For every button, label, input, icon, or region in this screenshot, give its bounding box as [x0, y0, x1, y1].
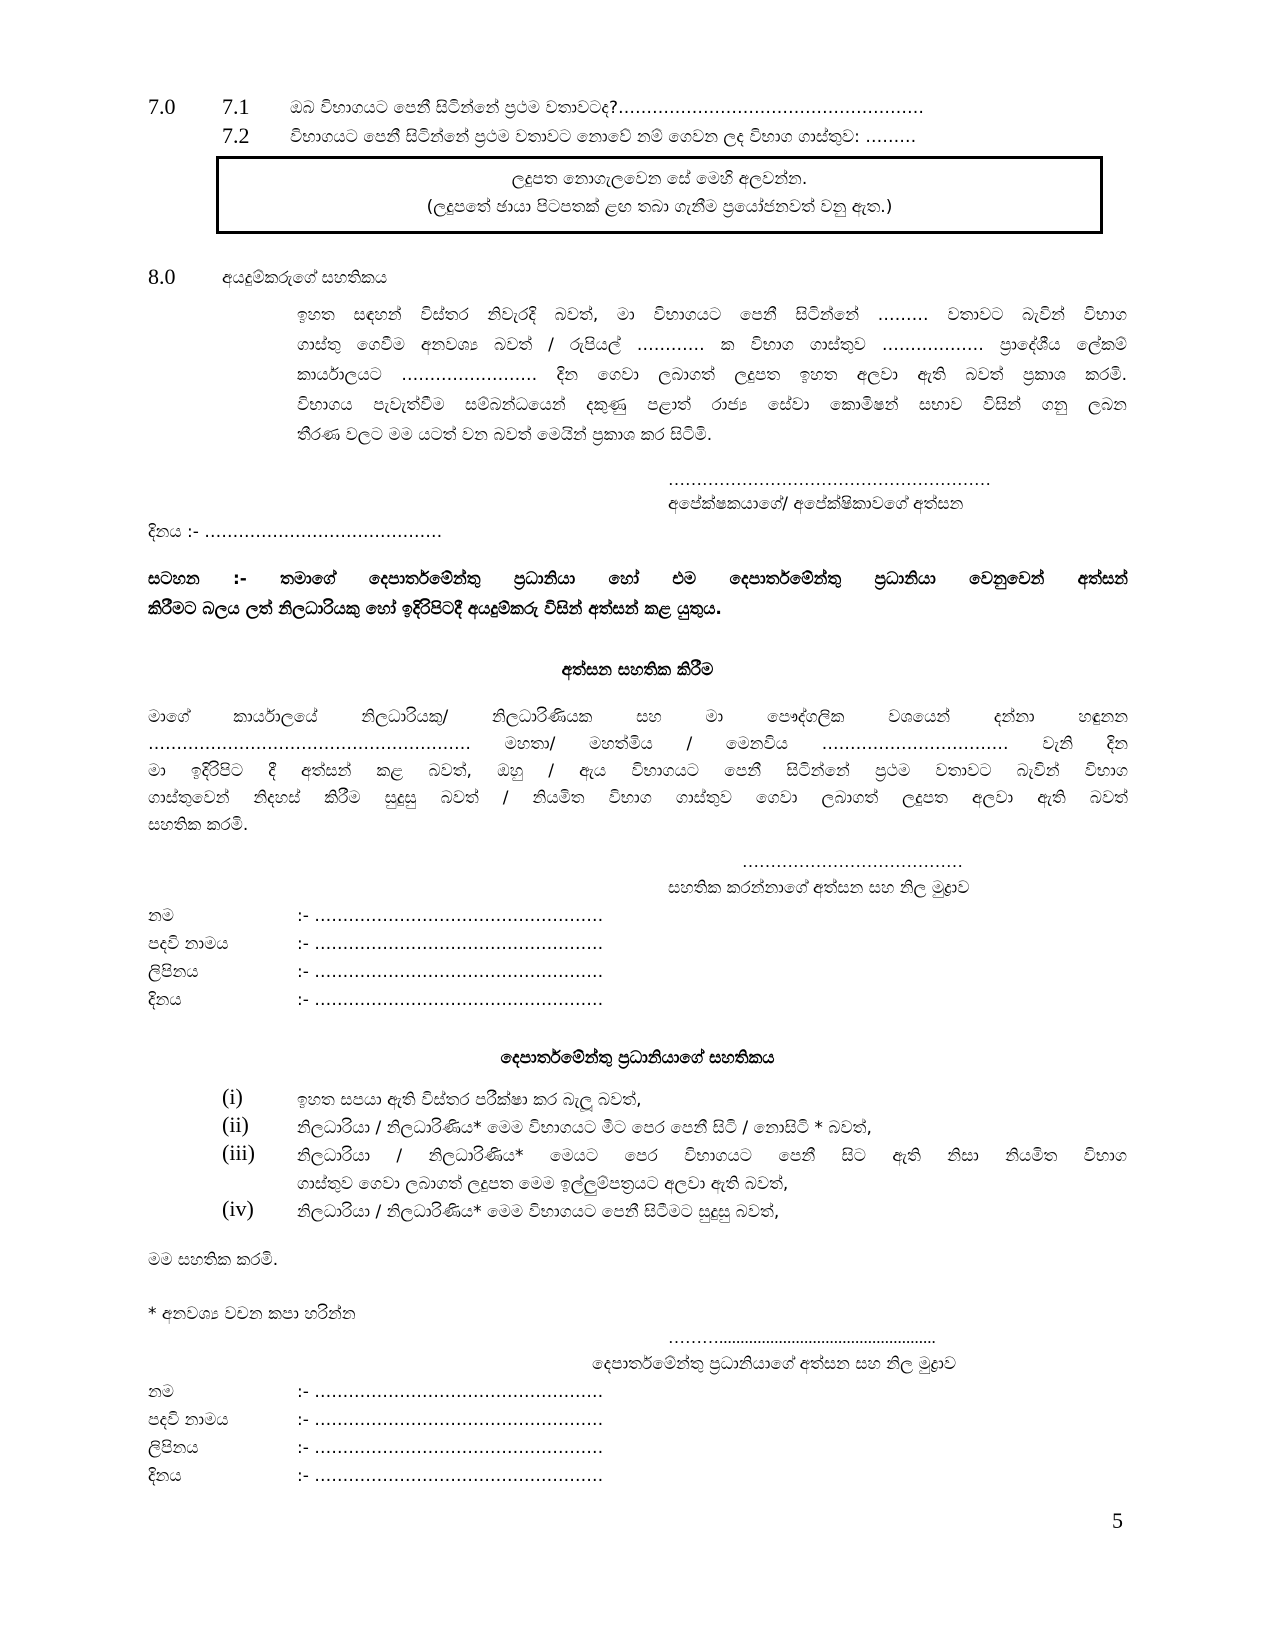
head-designation-value: :- ……………………………………………	[297, 1410, 604, 1430]
certifier-signature-line: …………………………………	[742, 852, 963, 871]
applicant-declaration	[297, 300, 1127, 450]
item-text: නිලධාරියා / නිලධාරිණිය* මෙයට පෙර විභාගයට පෙනී සිට ඇති නිසා නියමිත විභාග	[297, 1146, 1127, 1166]
attestation-paragraph	[148, 704, 1128, 839]
applicant-signature-label: අපේක්ෂකයාගේ/ අපේක්ෂිකාවගේ අත්සන	[668, 494, 964, 514]
head-certificate-title: දෙපාර්තමේන්තු ප්‍රධානියාගේ සහතිකය	[500, 1048, 775, 1068]
item-text: නිලධාරියා / නිලධාරිණිය* මෙම විභාගයට මීට පෙර පෙනී සිටි / නොසිටි * බවත්,	[297, 1118, 872, 1138]
attestation-line: මා ඉදිරිපිට දී අත්සන් කළ බවත්, ඔහු / ඇය විභාගයට පෙනී සිටින්නේ ප්‍රථම වතාවට බැවින් විභාග	[148, 761, 1128, 781]
item-number: (ii)	[222, 1112, 249, 1137]
section-7-number: 7.0	[148, 94, 176, 119]
item-text: නිලධාරියා / නිලධාරිණිය* මෙම විභාගයට පෙනී සිටීමට සුදුසු බවත්,	[297, 1202, 780, 1222]
footnote: * අනවශ්‍ය වචන කපා හරින්න	[148, 1304, 356, 1324]
declaration-line: විභාගය පැවැත්වීම සම්බන්ධයෙන් දකුණු පළාත් රාජ්‍ය සේවා කොමිෂන් සභාව විසින් ගනු ලබන	[297, 395, 1127, 415]
item-number: (iv)	[222, 1196, 254, 1221]
certifier-date-label: දිනය	[148, 990, 182, 1010]
head-designation-label: පදවි නාමය	[148, 1410, 229, 1430]
attestation-line: ගාස්තුවෙන් නිදහස් කිරීම සුදුසු බවත් / නියමිත විභාග ගාස්තුව ගෙවා ලබාගත් ලදුපත අලවා ඇති බවත්	[148, 788, 1128, 808]
declaration-line: ඉහත සඳහන් විස්තර නිවැරදි බවත්, මා විභාගයට පෙනී සිටින්නේ ……… වතාවට බැවින් විභාග	[297, 305, 1127, 325]
certifier-designation-label: පදවි නාමය	[148, 934, 229, 954]
declaration-line: ගාස්තු ගෙවීම අනවශ්‍ය බවත් / රුපියල් ………… ක විභාග ගාස්තුව ……………… ප්‍රාදේශීය ලේකම්	[297, 335, 1127, 355]
attestation-line: සහතික කරමි.	[148, 815, 249, 835]
head-date-value: :- ……………………………………………	[297, 1466, 604, 1486]
note-line: සටහන :- තමාගේ දෙපාර්තමේන්තු ප්‍රධානියා හෝ එම දෙපාර්තමේන්තු ප්‍රධානියා වෙනුවෙන් අත්සන්	[148, 569, 1128, 589]
head-signature-line: ………...................................................	[668, 1328, 936, 1347]
certifier-name-value: :- ……………………………………………	[297, 906, 604, 926]
certifier-name-label: නම	[148, 906, 175, 926]
note-paragraph	[148, 564, 1128, 624]
declaration-line: තීරණ වලට මම යටත් වන බවත් මෙයින් ප්‍රකාශ කර සිටිමි.	[297, 425, 713, 445]
question-7-2-text: විභාගයට පෙනී සිටින්නේ ප්‍රථම වතාවට නොවේ නම් ගෙවන ලද විභාග ගාස්තුව: ………	[290, 127, 917, 147]
certifier-address-label: ලිපිනය	[148, 962, 199, 982]
certifier-address-value: :- ……………………………………………	[297, 962, 604, 982]
certifier-signature-label: සහතික කරන්නාගේ අත්සන සහ නිල මුද්‍රාව	[668, 878, 970, 898]
head-name-label: නම	[148, 1382, 175, 1402]
attestation-line: ………………………………………………… මහතා/ මහත්මිය / මෙනවිය …………………………… වැනි දින	[148, 734, 1128, 754]
item-text: ඉහත සපයා ඇති විස්තර පරීක්ෂා කර බැලූ බවත්,	[297, 1090, 642, 1110]
applicant-certificate-title: අයදුම්කරුගේ සහතිකය	[222, 268, 388, 288]
item-number: (iii)	[222, 1140, 255, 1165]
certifier-date-value: :- ……………………………………………	[297, 990, 604, 1010]
declaration-line: කාර්යාලයට …………………… දින ගෙවා ලබාගත් ලදුපත ඉහත අලවා ඇති බවත් ප්‍රකාශ කරමි.	[297, 365, 1127, 385]
applicant-signature-line: …………………………………………………	[668, 470, 991, 489]
question-7-1-number: 7.1	[222, 94, 250, 119]
certifier-designation-value: :- ……………………………………………	[297, 934, 604, 954]
receipt-notice-line-2: (ලදුපතේ ඡායා පිටපතක් ළඟ තබා ගැනීම ප්‍රයෝජනවත් වනු ඇත.)	[426, 197, 893, 217]
receipt-notice-line-1: ලදුපත නොගැලවෙන සේ මෙහි අලවන්න.	[511, 169, 808, 189]
head-signature-label: දෙපාර්තමේන්තු ප්‍රධානියාගේ අත්සන සහ නිල මුද්‍රාව	[592, 1354, 957, 1374]
item-number: (i)	[222, 1084, 243, 1109]
page-number: 5	[1112, 1508, 1123, 1533]
attestation-line: මාගේ කාර්යාලයේ නිලධාරියකු/ නිලධාරිණියක සහ මා පෞද්ගලික වශයෙන් දන්නා හඳුනන	[148, 707, 1128, 727]
head-address-label: ලිපිනය	[148, 1438, 199, 1458]
receipt-notice-box	[216, 156, 1103, 234]
head-name-value: :- ……………………………………………	[297, 1382, 604, 1402]
head-address-value: :- ……………………………………………	[297, 1438, 604, 1458]
question-7-1-text: ඔබ විභාගයට පෙනී සිටින්නේ ප්‍රථම වතාවටද?………………………………………………	[290, 98, 924, 118]
head-certify-closing: මම සහතික කරමි.	[148, 1250, 279, 1270]
note-line: කිරීමට බලය ලත් නිලධාරියකු හෝ ඉදිරිපිටදී අයදුම්කරු විසින් අත්සන් කළ යුතුය.	[148, 599, 722, 619]
attestation-title: අත්සන සහතික කිරීම	[561, 660, 714, 680]
question-7-2-number: 7.2	[222, 123, 250, 148]
applicant-date-field: දිනය :- ……………………………………	[148, 522, 443, 542]
section-8-number: 8.0	[148, 264, 176, 289]
item-text-continued: ගාස්තුව ගෙවා ලබාගත් ලදුපත මෙම ඉල්ලුම්පත්‍රයට අලවා ඇති බවත්,	[297, 1174, 789, 1194]
head-date-label: දිනය	[148, 1466, 182, 1486]
